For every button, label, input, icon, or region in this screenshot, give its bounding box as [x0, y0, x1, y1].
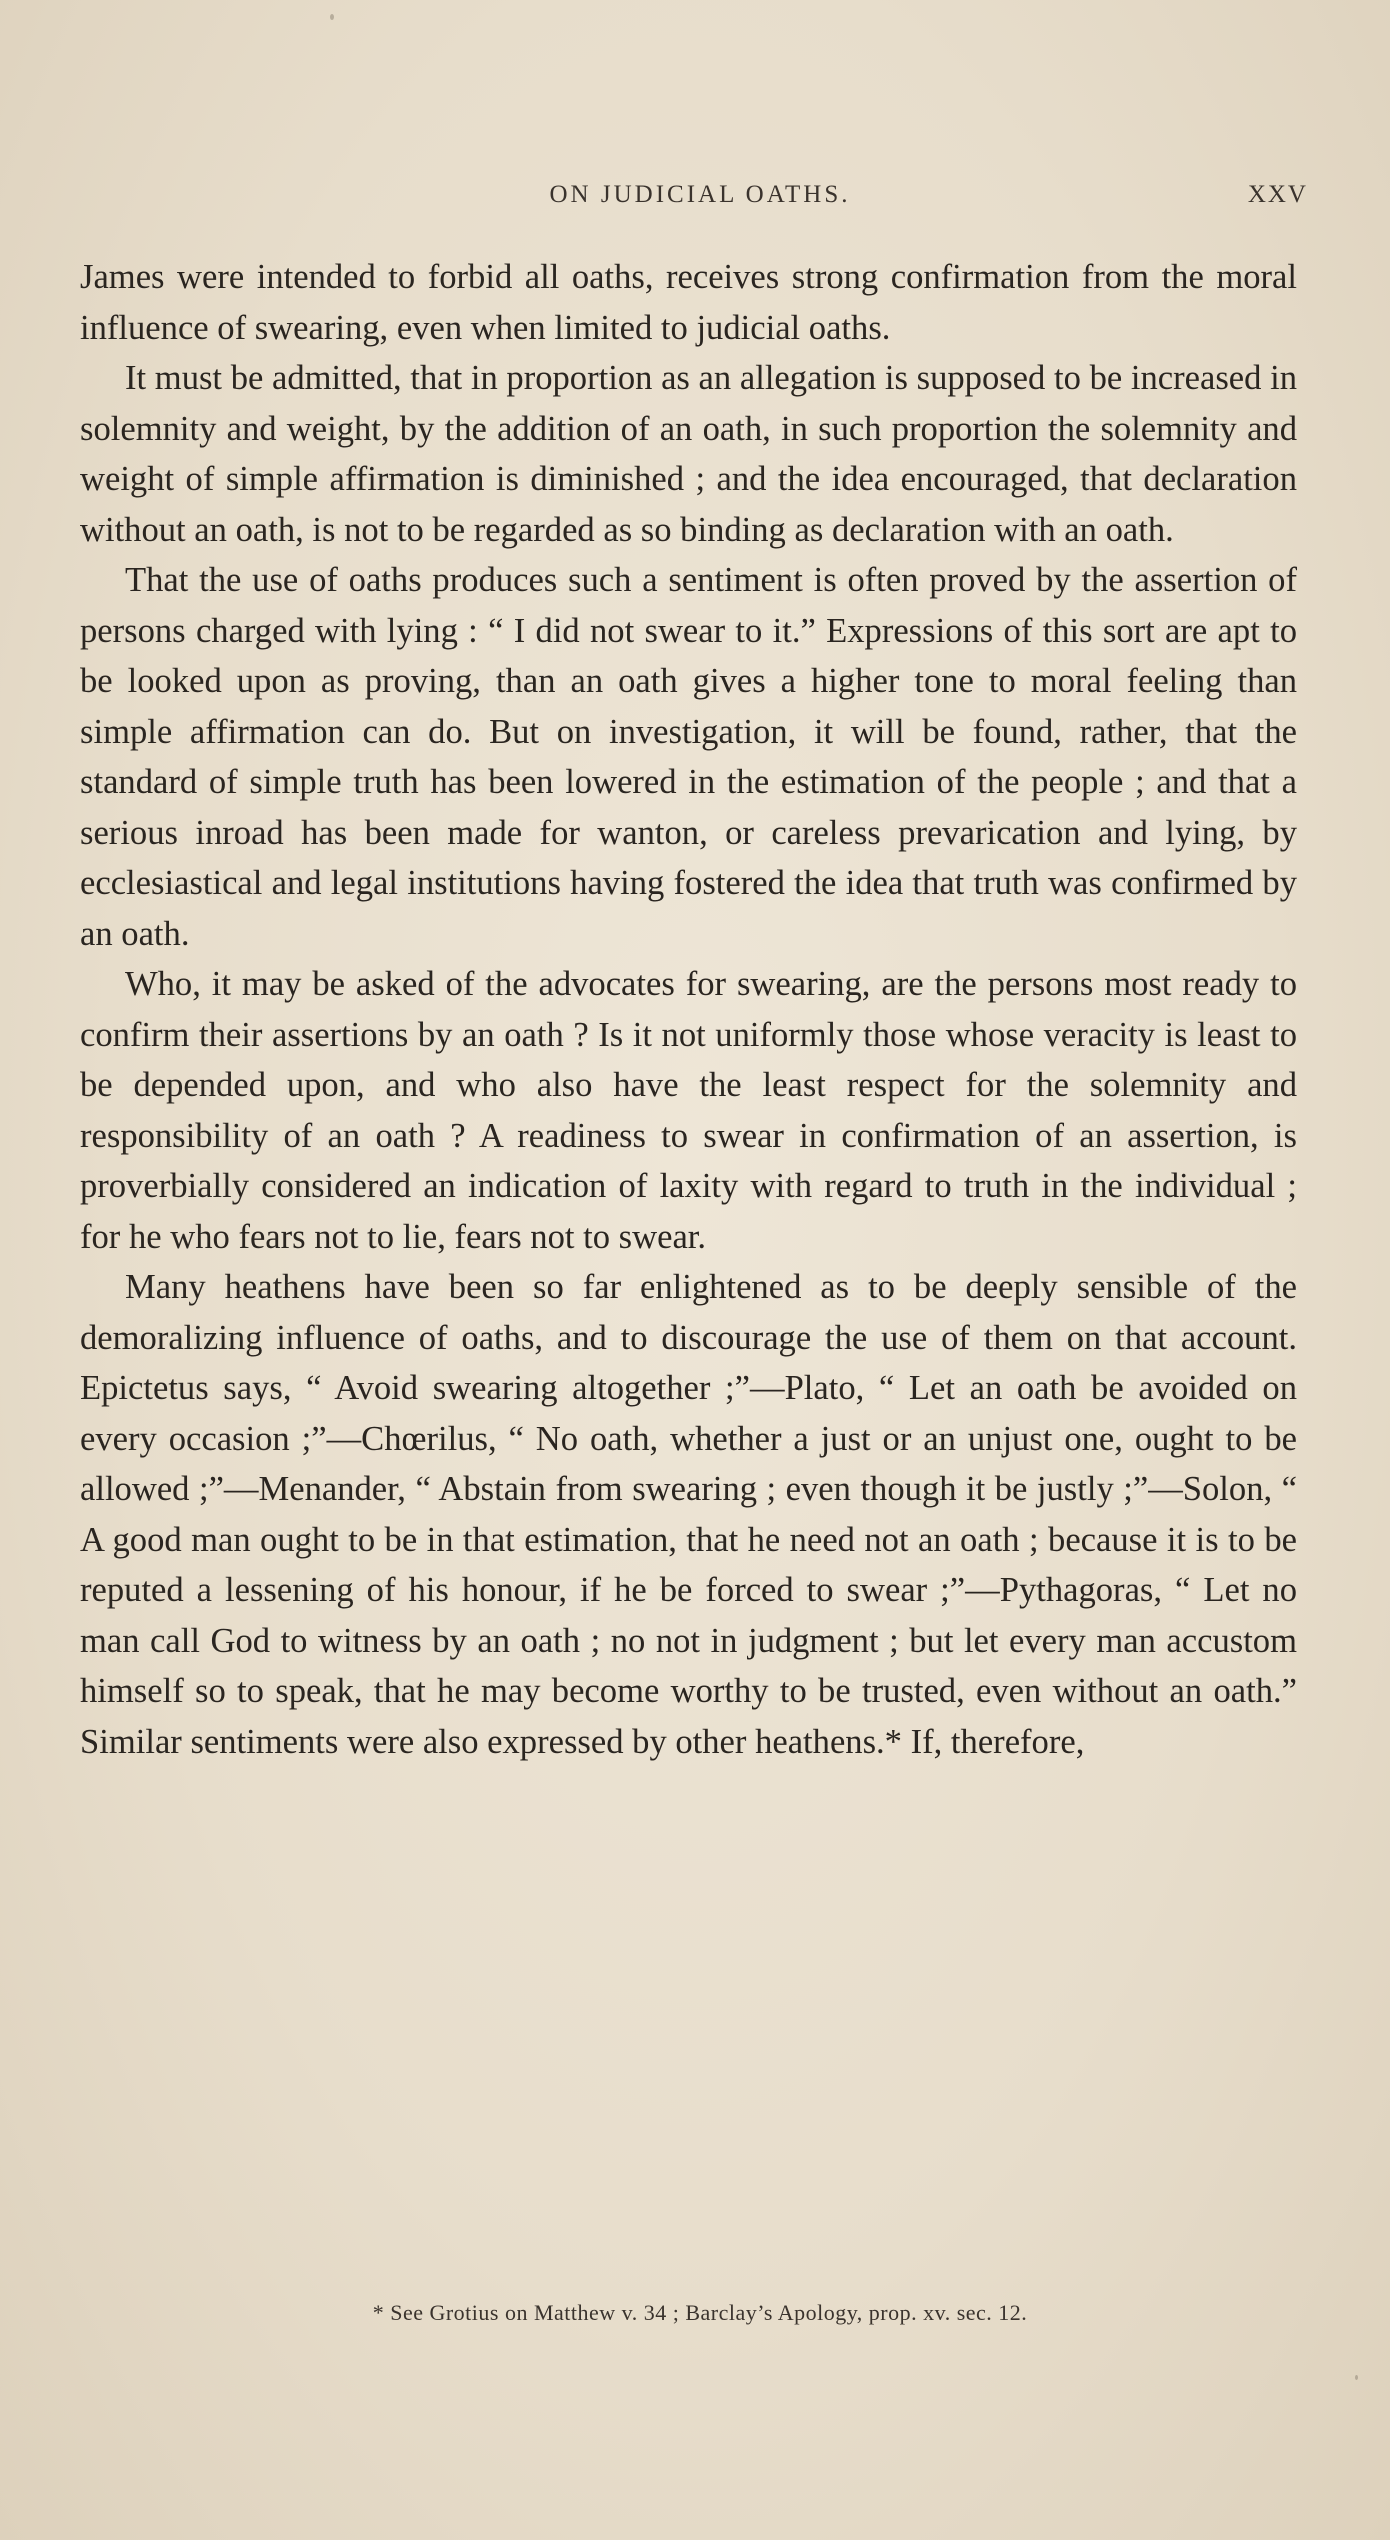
footnote: * See Grotius on Matthew v. 34 ; Barclay’s Apology, prop. xv. sec. 12.: [372, 2300, 1028, 2325]
body-text: [80, 252, 1297, 1767]
page-number: XXV: [1247, 181, 1308, 208]
paragraph: Who, it may be asked of the advocates for swearing, are the persons most ready to confirm their assertions by an oath ? Is it not uniformly those whose veracity is least to be depended upon, and who also have the least respect for the solemnity and responsibility of an oath ? A readiness to swear in confirmation of an assertion, is proverbially considered an indication of laxity with regard to truth in the individual ; for he who fears not to lie, fears not to swear.: [80, 965, 1297, 1256]
paragraph: Many heathens have been so far enlightened as to be deeply sensible of the demoralizing influence of oaths, and to discourage the use of them on that account. Epictetus says, “ Avoid swearing altogether ;”—Plato, “ Let an oath be avoided on every occasion ;”—Chœrilus, “ No oath, whether a just or an unjust one, ought to be allowed ;”—Menander, “ Abstain from swearing ; even though it be justly ;”—Solon, “ A good man ought to be in that estimation, that he need not an oath ; because it is to be reputed a lessening of his honour, if he be forced to swear ;”—Pythagoras, “ Let no man call God to witness by an oath ; no not in judgment ; but let every man accustom himself so to speak, that he may become worthy to be trusted, even without an oath.” Similar sentiments were also expressed by other heathens.* If, therefore,: [80, 1268, 1297, 1761]
paper-speck: [330, 14, 334, 20]
paragraph: That the use of oaths produces such a sentiment is often proved by the assertion of persons charged with lying : “ I did not swear to it.” Expressions of this sort are apt to be looked upon as proving, than an oath gives a higher tone to moral feeling than simple affirmation can do. But on investigation, it will be found, rather, that the standard of simple truth has been lowered in the estimation of the people ; and that a serious inroad has been made for wanton, or careless prevarication and lying, by ecclesiastical and legal institutions having fostered the idea that truth was confirmed by an oath.: [80, 561, 1297, 953]
page-header: [80, 181, 1320, 221]
paragraph: It must be admitted, that in proportion as an allegation is supposed to be increased in solemnity and weight, by the addition of an oath, in such proportion the solemnity and weight of simple affirmation is diminished ; and the idea encouraged, that declaration without an oath, is not to be regarded as so binding as declaration with an oath.: [80, 359, 1297, 549]
running-head: ON JUDICIAL OATHS.: [549, 181, 851, 208]
paper-speck: [1355, 2375, 1358, 2380]
paragraph: James were intended to forbid all oaths, receives strong confirmation from the moral influence of swearing, even when limited to judicial oaths.: [80, 258, 1297, 347]
